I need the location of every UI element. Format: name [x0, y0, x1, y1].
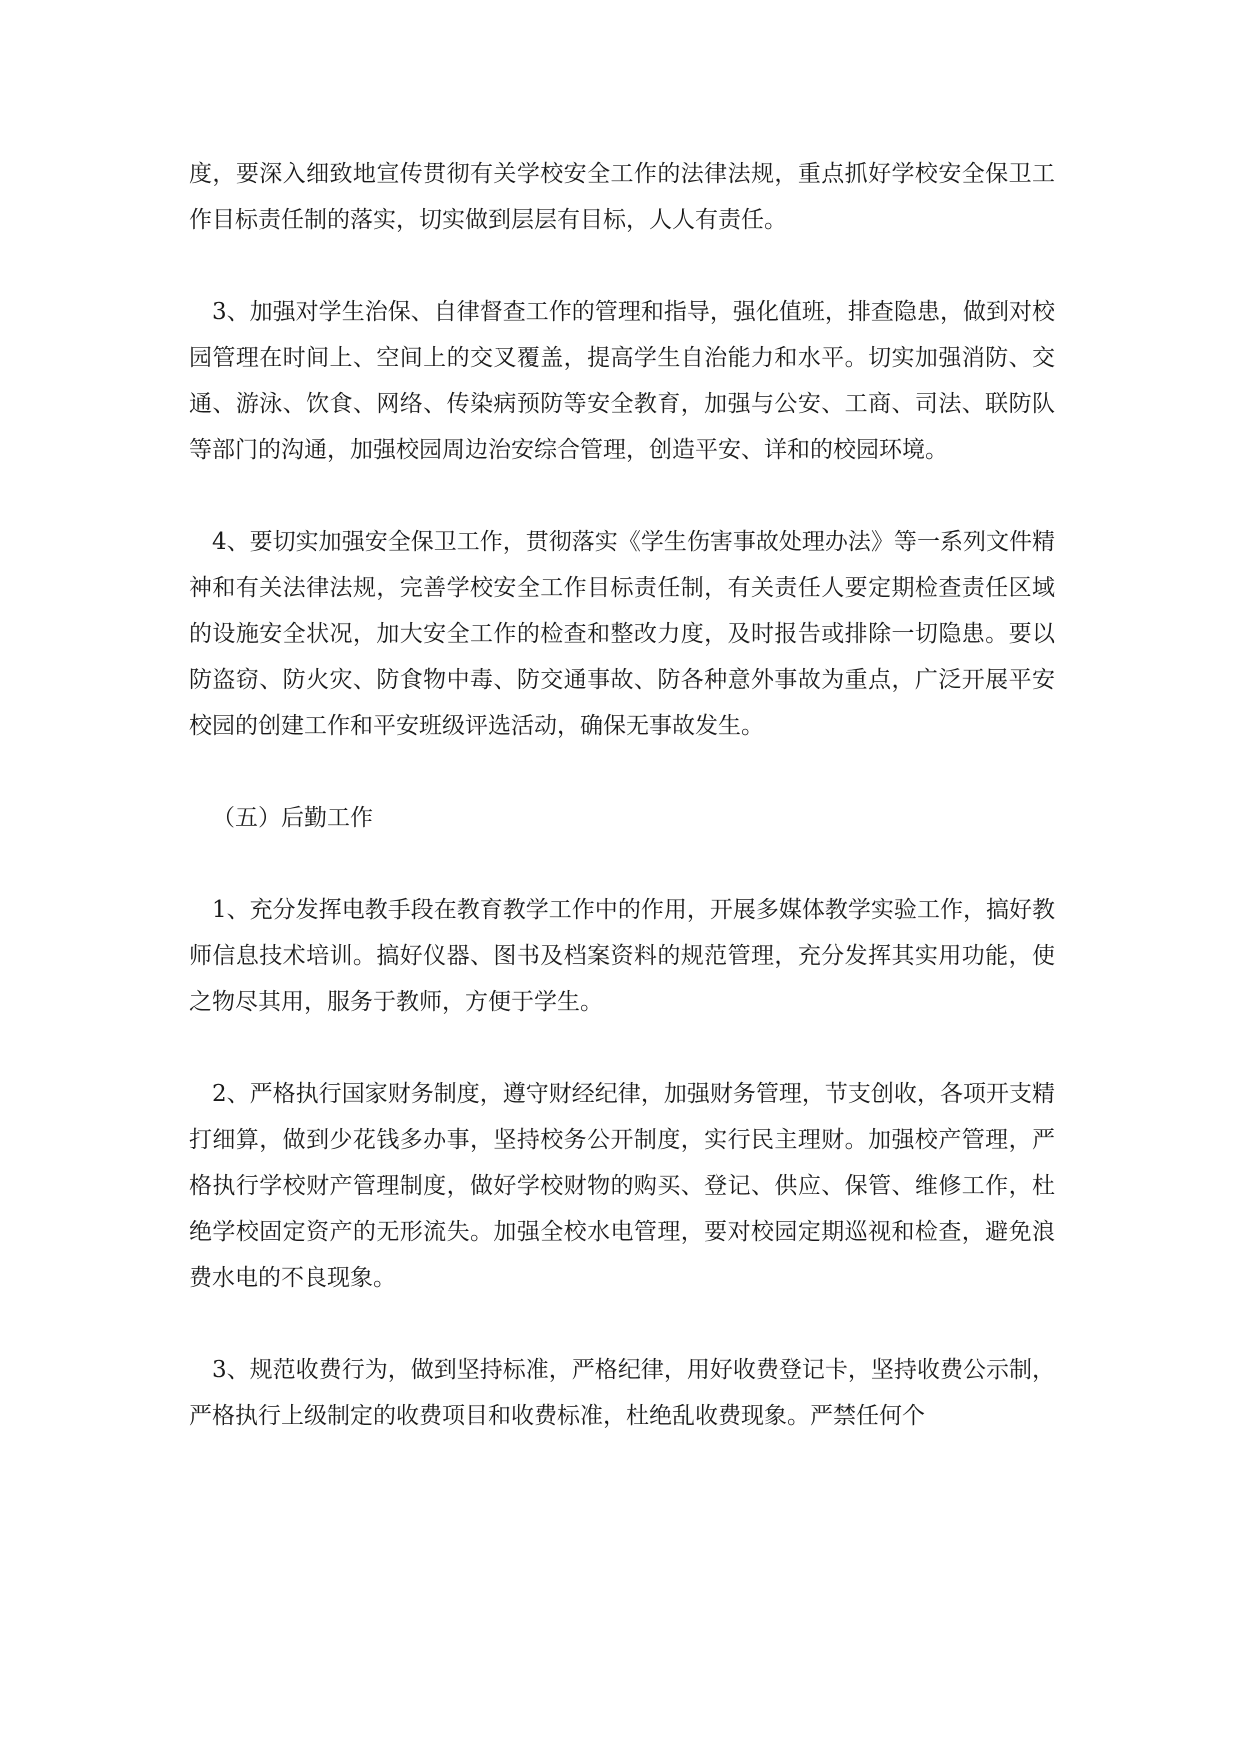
paragraph-continuation: 度，要深入细致地宣传贯彻有关学校安全工作的法律法规，重点抓好学校安全保卫工作目标责任制的落实，切实做到层层有目标，人人有责任。	[189, 161, 1055, 233]
paragraph-gap	[189, 1301, 1055, 1347]
section-heading: （五）后勤工作	[212, 805, 373, 831]
paragraph-gap	[189, 473, 1055, 519]
paragraph-gap	[189, 841, 1055, 887]
paragraph-gap	[189, 243, 1055, 289]
paragraph-logistics-2: 2、严格执行国家财务制度，遵守财经纪律，加强财务管理，节支创收，各项开支精打细算，做到少花钱多办事，坚持校务公开制度，实行民主理财。加强校产管理，严格执行学校财产管理制度，做好学校财物的购买、登记、供应、保管、维修工作，杜绝学校固定资产的无形流失。加强全校水电管理，要对校园定期巡视和检查，避免浪费水电的不良现象。	[189, 1081, 1055, 1291]
paragraph-gap	[189, 749, 1055, 795]
paragraph-gap	[189, 1025, 1055, 1071]
document-body	[189, 151, 1055, 1439]
paragraph-logistics-3: 3、规范收费行为，做到坚持标准，严格纪律，用好收费登记卡，坚持收费公示制，严格执行上级制定的收费项目和收费标准，杜绝乱收费现象。严禁任何个	[189, 1357, 1055, 1429]
paragraph-logistics-1: 1、充分发挥电教手段在教育教学工作中的作用，开展多媒体教学实验工作，搞好教师信息技术培训。搞好仪器、图书及档案资料的规范管理，充分发挥其实用功能，使之物尽其用，服务于教师，方便于学生。	[189, 897, 1055, 1015]
paragraph-item-3: 3、加强对学生治保、自律督查工作的管理和指导，强化值班，排查隐患，做到对校园管理在时间上、空间上的交叉覆盖，提高学生自治能力和水平。切实加强消防、交通、游泳、饮食、网络、传染病预防等安全教育，加强与公安、工商、司法、联防队等部门的沟通，加强校园周边治安综合管理，创造平安、详和的校园环境。	[189, 299, 1055, 463]
paragraph-item-4: 4、要切实加强安全保卫工作，贯彻落实《学生伤害事故处理办法》等一系列文件精神和有关法律法规，完善学校安全工作目标责任制，有关责任人要定期检查责任区域的设施安全状况，加大安全工作的检查和整改力度，及时报告或排除一切隐患。要以防盗窃、防火灾、防食物中毒、防交通事故、防各种意外事故为重点，广泛开展平安校园的创建工作和平安班级评选活动，确保无事故发生。	[189, 529, 1055, 739]
